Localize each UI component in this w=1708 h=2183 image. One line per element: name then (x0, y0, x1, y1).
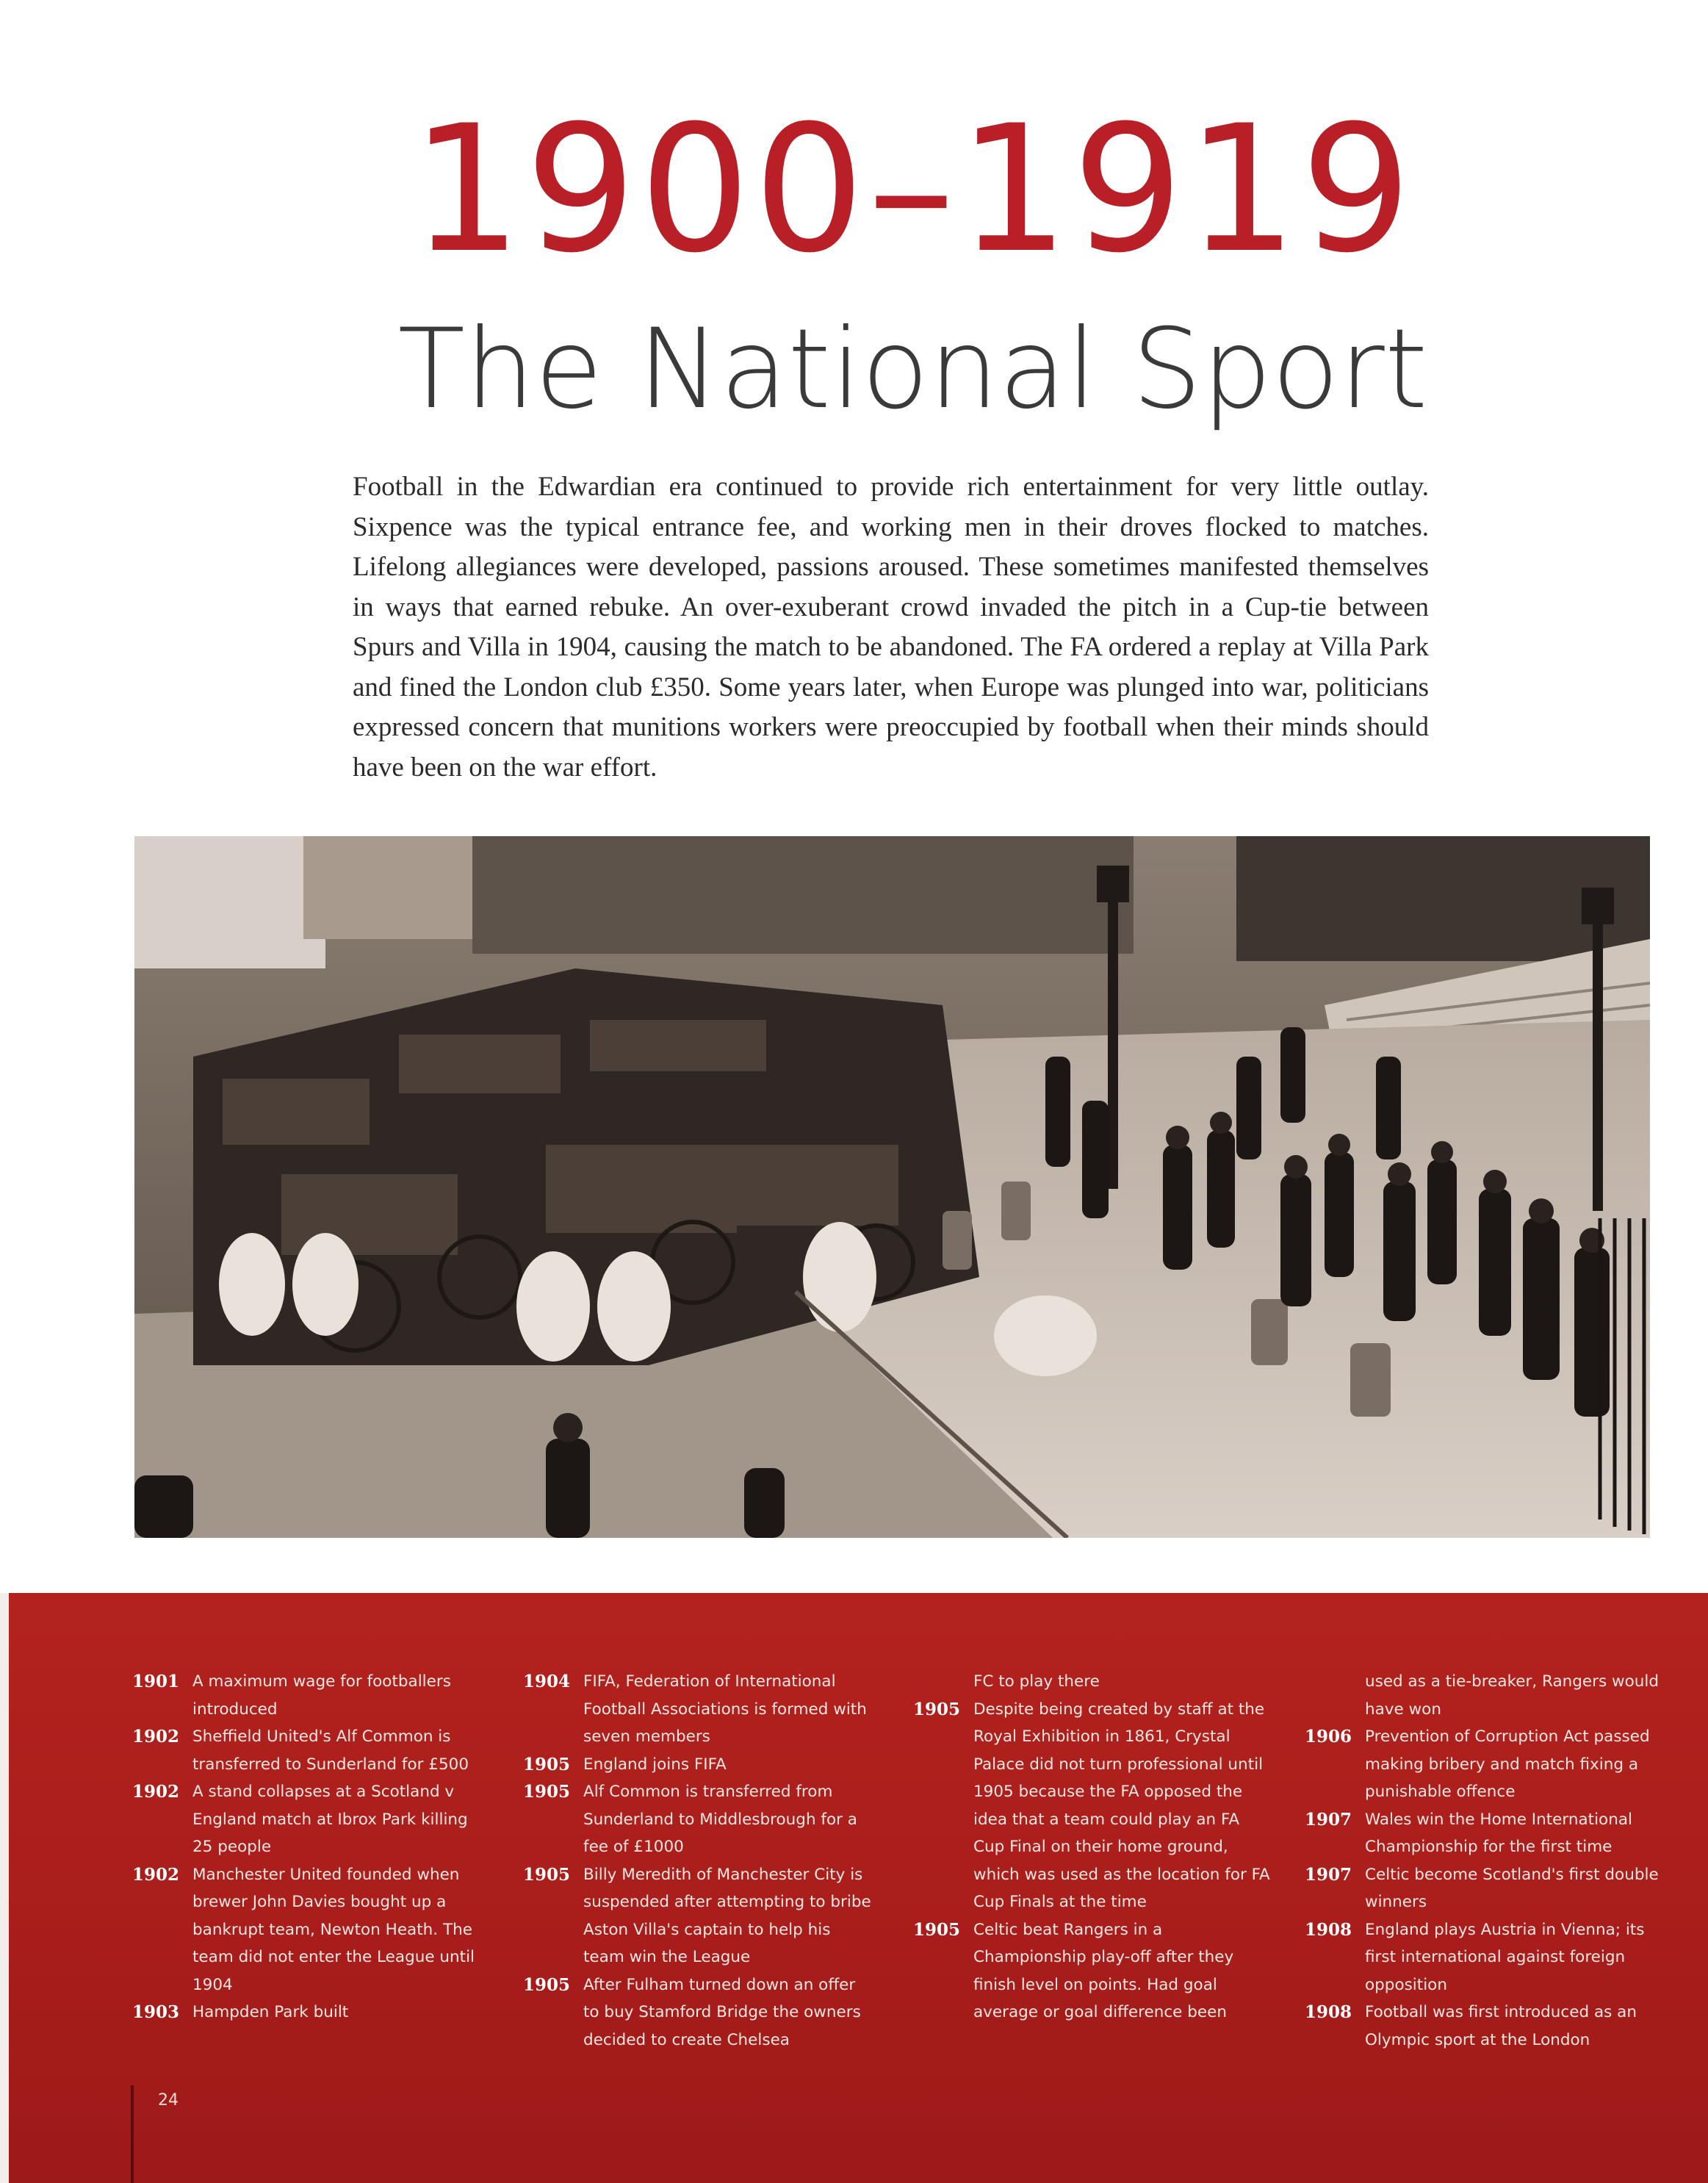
timeline-entry (523, 1668, 876, 1751)
timeline-year: 1908 (1305, 1919, 1352, 1940)
chapter-title: The National Sport (397, 306, 1428, 434)
timeline-year: 1901 (132, 1672, 180, 1691)
timeline-year: 1905 (523, 1864, 571, 1885)
timeline-text: Football was first introduced as an Olympic sport at the London (1365, 2003, 1637, 2049)
timeline-year: 1907 (1305, 1864, 1352, 1885)
timeline-text: Sheffield United's Alf Common is transferred to Sunderland for £500 (192, 1727, 469, 1774)
timeline-entry (1305, 1723, 1672, 1806)
timeline-year: 1902 (132, 1864, 180, 1885)
timeline-text: Manchester United founded when brewer John Davies bought up a bankrupt team, Newton Heath. The team did not enter the League until 1904 (192, 1865, 475, 1994)
page-number: 24 (158, 2091, 179, 2110)
timeline-text: A maximum wage for footballers introduced (192, 1672, 451, 1719)
timeline-text: England joins FIFA (583, 1755, 727, 1774)
timeline-entry (523, 1778, 876, 1861)
timeline-text: Prevention of Corruption Act passed making bribery and match fixing a punishable offence (1365, 1727, 1650, 1801)
timeline-entry (523, 1861, 876, 1971)
timeline-column-4 (1305, 1668, 1672, 2054)
timeline-year: 1902 (132, 1782, 180, 1802)
timeline-entry (1305, 1916, 1672, 1999)
timeline-entry (132, 1723, 485, 1778)
timeline-year: 1902 (132, 1727, 180, 1747)
timeline-text: Despite being created by staff at the Royal Exhibition in 1861, Crystal Palace did not turn professional until 1905 because the FA opposed the idea that a team could play an FA Cup Final on their home ground, which was used as the location for FA Cup Finals at the time (973, 1700, 1270, 1911)
timeline-text: Wales win the Home International Championship for the first time (1365, 1810, 1632, 1856)
timeline-column-3 (913, 1668, 1273, 2026)
timeline-entry (132, 1861, 485, 1999)
timeline-text: Celtic beat Rangers in a Championship play-off after they finish level on points. Had goal average or goal difference been (973, 1920, 1234, 2021)
timeline-year: 1903 (132, 2002, 180, 2022)
photo-illustration (134, 836, 1650, 1538)
timeline-entry (132, 1668, 485, 1723)
timeline-entry (1305, 1861, 1672, 1916)
timeline-entry (523, 1971, 876, 2054)
timeline-year: 1905 (523, 1754, 571, 1774)
timeline-column-1 (132, 1668, 485, 2026)
timeline-column-2 (523, 1668, 876, 2054)
page-marker (131, 2085, 134, 2183)
timeline-text: A stand collapses at a Scotland v England match at Ibrox Park killing 25 people (192, 1783, 468, 1856)
historic-street-photo (134, 836, 1650, 1538)
timeline-text: After Fulham turned down an offer to buy Stamford Bridge the owners decided to create Chelsea (583, 1975, 861, 2049)
timeline-text: Billy Meredith of Manchester City is suspended after attempting to bribe Aston Villa's captain to help his team win the League (583, 1865, 871, 1966)
timeline-text: Alf Common is transferred from Sunderland to Middlesbrough for a fee of £1000 (583, 1783, 857, 1856)
timeline-entry (913, 1696, 1273, 1916)
timeline-year: 1905 (913, 1919, 961, 1940)
intro-paragraph: Football in the Edwardian era continued to provide rich entertainment for very little outlay. Sixpence was the typical entrance fee, and working men in their droves flocked to matches. Lifelong allegiances were developed, passions aroused. These sometimes manifested themselves in ways that earned rebuke. An over-exuberant crowd invaded the pitch in a Cup-tie between Spurs and Villa in 1904, causing the match to be abandoned. The FA ordered a replay at Villa Park and fined the London club £350. Some years later, when Europe was plunged into war, politicians expressed concern that munitions workers were preoccupied by football when their minds should have been on the war effort. (353, 472, 1429, 783)
timeline-year: 1904 (523, 1672, 571, 1691)
timeline-entry (913, 1916, 1273, 2026)
timeline-year: 1907 (1305, 1809, 1352, 1830)
timeline-year: 1905 (913, 1699, 961, 1719)
timeline-continuation: FC to play there (973, 1672, 1100, 1691)
timeline-entry (132, 1999, 485, 2026)
timeline-entry (132, 1778, 485, 1861)
timeline-text: England plays Austria in Vienna; its first international against foreign opposition (1365, 1920, 1645, 1994)
timeline-year: 1905 (523, 1782, 571, 1802)
timeline-text: Celtic become Scotland's first double winners (1365, 1865, 1659, 1911)
timeline-text: FIFA, Federation of International Football Associations is formed with seven members (583, 1672, 867, 1746)
timeline-entry (523, 1751, 876, 1779)
timeline-continuation: used as a tie-breaker, Rangers would have won (1365, 1672, 1659, 1719)
chapter-years: 1900–1919 (411, 88, 1415, 292)
panel-edge (0, 1593, 9, 2183)
timeline-year: 1905 (523, 1974, 571, 1995)
timeline-year: 1908 (1305, 2002, 1352, 2022)
timeline-text: Hampden Park built (192, 2003, 349, 2021)
timeline-entry (1305, 1999, 1672, 2054)
timeline-year: 1906 (1305, 1727, 1352, 1747)
timeline-entry (1305, 1806, 1672, 1861)
